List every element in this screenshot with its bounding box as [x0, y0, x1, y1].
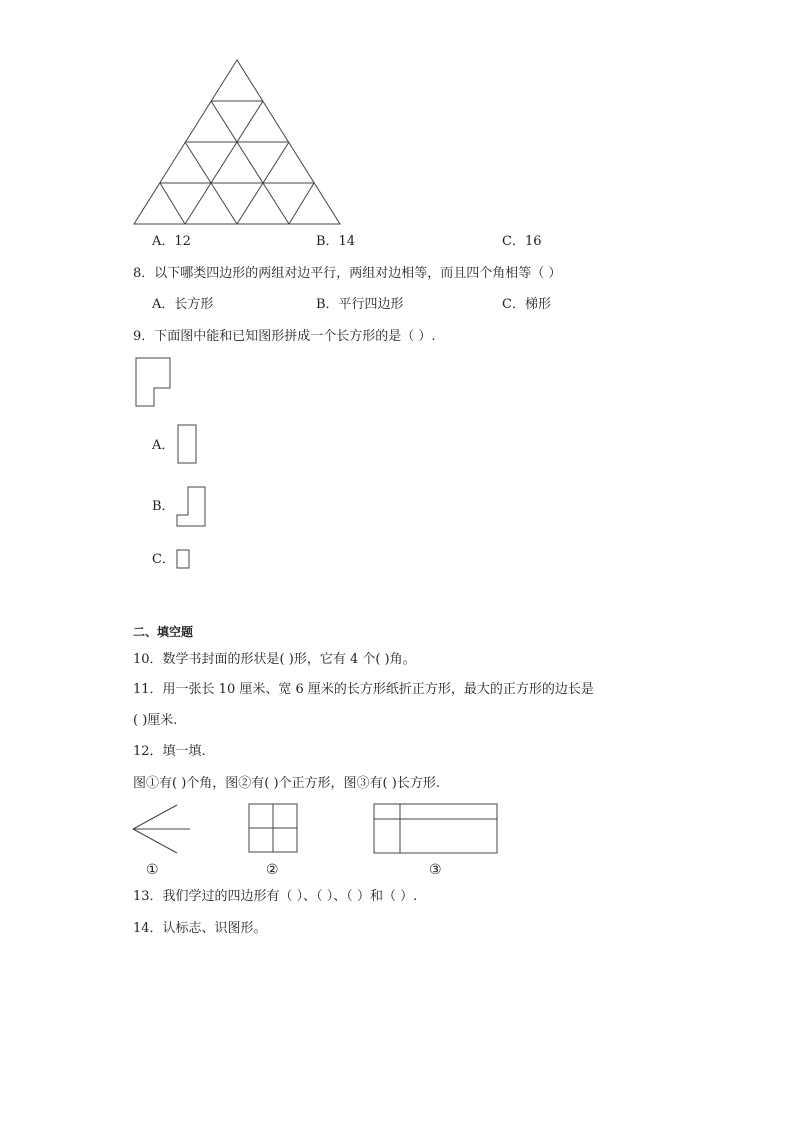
q9-option-c[interactable]: C．: [152, 552, 175, 567]
figure-3-rectangles: [373, 803, 499, 855]
triangle-grid-line: [185, 101, 263, 224]
figure-2-label: ②: [266, 862, 279, 878]
q12-fill-line: 图①有( )个角，图②有( )个正方形，图③有( )长方形.: [133, 776, 440, 791]
q8-option-c[interactable]: C．梯形: [502, 297, 551, 312]
q9-option-c-shape[interactable]: [176, 549, 192, 571]
q9-question: 9．下面图中能和已知图形拼成一个长方形的是（ ）.: [133, 329, 436, 344]
q9-option-a-shape[interactable]: [177, 424, 199, 464]
q9-given-shape: [135, 357, 175, 409]
q8-question: 8．以下哪类四边形的两组对边平行，两组对边相等，而且四个角相等（ ）: [133, 266, 562, 281]
figure-1-label: ①: [146, 862, 159, 878]
q11-question-line2: ( )厘米.: [133, 713, 178, 728]
q7-option-b[interactable]: B．14: [316, 234, 356, 249]
q14-question: 14．认标志、识图形。: [133, 921, 267, 936]
figure-2-squares: [248, 803, 300, 855]
figure-3-label: ③: [429, 862, 442, 878]
q9-option-b[interactable]: B．: [152, 499, 175, 514]
q9-option-a[interactable]: A．: [152, 438, 175, 453]
q7-option-c[interactable]: C．16: [502, 234, 542, 249]
q11-question-line1: 11．用一张长 10 厘米、宽 6 厘米的长方形纸折正方形，最大的正方形的边长是: [133, 682, 594, 697]
q8-option-b[interactable]: B．平行四边形: [316, 297, 404, 312]
triangle-grid-line: [160, 183, 185, 224]
q12-question: 12．填一填.: [133, 744, 206, 759]
q7-option-a[interactable]: A．12: [152, 234, 191, 249]
section-title: 二、填空题: [133, 625, 194, 639]
q10-question: 10．数学书封面的形状是( )形，它有 4 个( )角。: [133, 652, 416, 667]
triangle-grid-line: [289, 183, 314, 224]
triangle-grid-line: [211, 101, 289, 224]
figure-1-angle: [132, 804, 194, 854]
q13-question: 13．我们学过的四边形有（ ）、（ ）、（ ）和（ ）.: [133, 889, 418, 904]
q9-option-b-shape[interactable]: [176, 486, 208, 528]
q8-option-a[interactable]: A．长方形: [152, 297, 214, 312]
